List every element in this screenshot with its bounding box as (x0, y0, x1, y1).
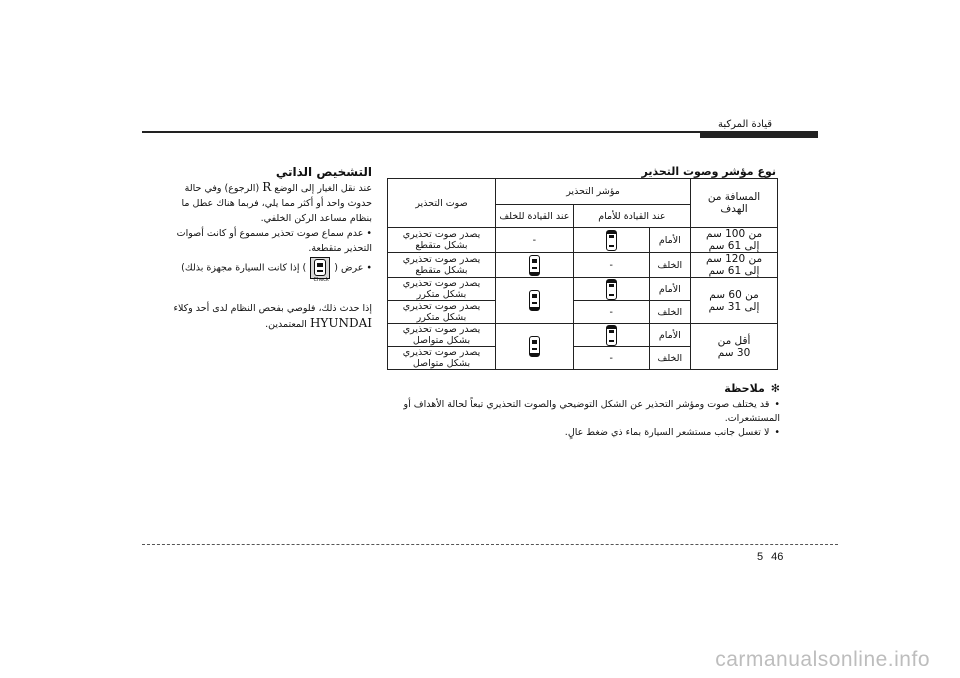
position-cell: الأمام (649, 324, 690, 347)
table-heading: نوع مؤشر وصوت التحذير (641, 165, 776, 178)
check-sensor-icon: Check (310, 257, 330, 279)
front-indicator-cell (573, 324, 649, 347)
diagnosis-bullet: • عدم سماع صوت تحذير مسموع أو كانت أصوات التحذير متقطعة. (176, 228, 372, 254)
bullet-icon: • (366, 228, 372, 239)
position-cell: الخلف (649, 253, 690, 278)
sound-cell: يصدر صوت تحذيري بشكل متكرر (388, 278, 496, 301)
section-header-title: قيادة المركبة (718, 119, 772, 130)
page-number-value: 46 (771, 551, 784, 563)
watermark: carmanualsonline.info (715, 648, 930, 671)
rear-sensor-car-icon (529, 255, 540, 276)
rear-indicator-cell (495, 278, 573, 324)
note-item: •لا تغسل جانب مستشعر السيارة بماء ذي ضغط عالٍ. (564, 427, 780, 438)
front-indicator-cell (573, 278, 649, 301)
position-cell: الأمام (649, 278, 690, 301)
star-icon: ✻ (770, 382, 780, 395)
rear-indicator-cell (495, 324, 573, 370)
position-cell: الخلف (649, 301, 690, 324)
bullet-icon: • (366, 262, 372, 274)
front-indicator-cell: - (573, 301, 649, 324)
rear-indicator-cell: - (495, 228, 573, 253)
section-number: 5 (757, 551, 764, 563)
brand-name: HYUNDAI (309, 316, 372, 330)
col-distance-header: المسافة من الهدف (691, 179, 778, 228)
rear-sensor-car-icon (529, 290, 540, 311)
diagnosis-paragraph: عند نقل الغيار إلى الوضع R (الرجوع) وفي حالة حدوث واحد أو أكثر مما يلي، فربما هناك عطل ما بنظام مساعد الركن الخلفي. (181, 180, 372, 224)
col-rear-header: عند القيادة للخلف (495, 205, 573, 228)
bullet-icon: • (774, 427, 780, 438)
sound-cell: يصدر صوت تحذيري بشكل متقطع (388, 228, 496, 253)
front-sensor-car-icon (606, 325, 617, 346)
distance-cell: من 120 سم إلى 61 سم (691, 253, 778, 278)
table-row (388, 324, 778, 347)
page-number (757, 551, 783, 563)
distance-cell: من 60 سم إلى 31 سم (691, 278, 778, 324)
rear-sensor-car-icon (529, 336, 540, 357)
diagnosis-advice: إذا حدث ذلك، فلوصي بفحص النظام لدى أحد وكلاء HYUNDAI المعتمدين. (173, 303, 372, 330)
col-sound-header: صوت التحذير (388, 179, 496, 228)
notes-heading-text: ملاحظة (724, 382, 765, 395)
col-front-header: عند القيادة للأمام (573, 205, 690, 228)
note-item: •قد يختلف صوت ومؤشر التحذير عن الشكل التوضيحي والصوت التحذيري تبعاً لحالة الأهداف أو المستشعرات. (403, 399, 780, 424)
sound-cell: يصدر صوت تحذيري بشكل متواصل (388, 347, 496, 370)
notes-heading (724, 382, 780, 395)
sound-cell: يصدر صوت تحذيري بشكل متواصل (388, 324, 496, 347)
table-row (388, 253, 778, 278)
distance-cell: أقل من 30 سم (691, 324, 778, 370)
front-indicator-cell (573, 228, 649, 253)
diagnosis-bullet: • عرض ( Check ) إذا كانت السيارة مجهزة بذلك) (172, 257, 372, 279)
footer-rule (142, 544, 838, 545)
warning-table (387, 178, 778, 370)
table-row (388, 228, 778, 253)
col-indicator-header: مؤشر التحذير (495, 179, 690, 205)
rear-indicator-cell (495, 253, 573, 278)
diagnosis-heading: التشخيص الذاتي (275, 165, 372, 179)
front-sensor-car-icon (606, 230, 617, 251)
reverse-gear-letter: R (262, 180, 272, 194)
position-cell: الخلف (649, 347, 690, 370)
header-tab-bar (700, 131, 818, 138)
bullet-icon: • (774, 399, 780, 410)
sound-cell: يصدر صوت تحذيري بشكل متقطع (388, 253, 496, 278)
position-cell: الأمام (649, 228, 690, 253)
distance-cell: من 100 سم إلى 61 سم (691, 228, 778, 253)
front-indicator-cell: - (573, 347, 649, 370)
front-indicator-cell: - (573, 253, 649, 278)
front-sensor-car-icon (606, 279, 617, 300)
sound-cell: يصدر صوت تحذيري بشكل متكرر (388, 301, 496, 324)
table-row (388, 278, 778, 301)
